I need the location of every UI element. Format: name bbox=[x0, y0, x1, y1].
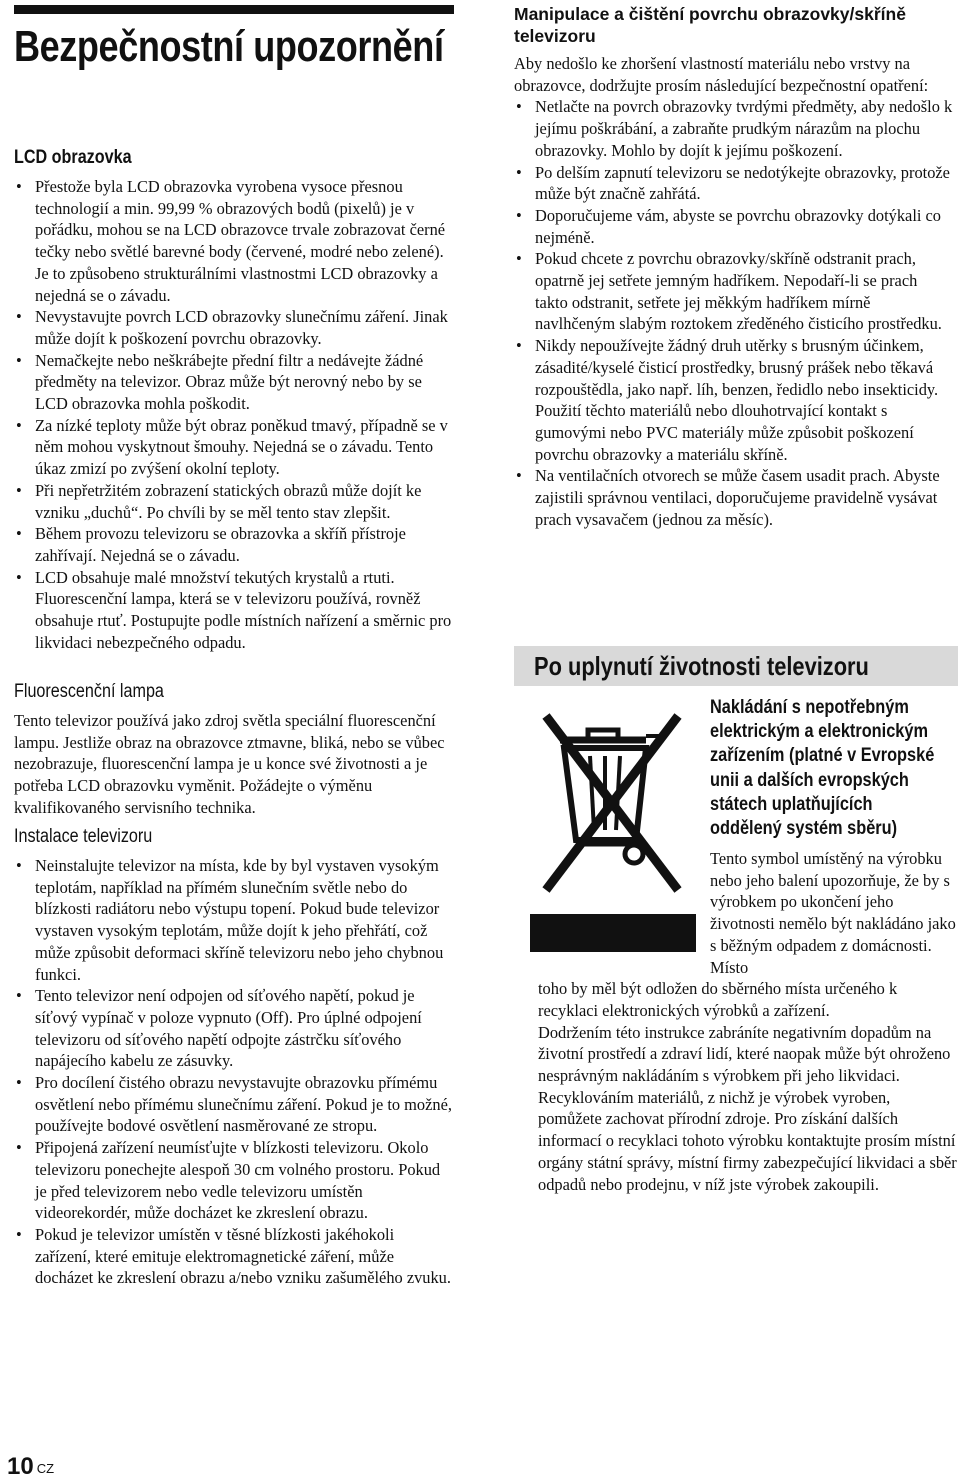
fluorescent-heading: Fluorescenční lampa bbox=[14, 681, 164, 702]
handling-list bbox=[514, 96, 954, 530]
list-item: • Netlačte na povrch obrazovky tvrdými předměty, aby nedošlo k jejímu poškrábání, a zabraňte prudkým nárazům na plochu obrazovky. Mohlo by dojít k jejímu poškození. bbox=[514, 96, 954, 161]
lcd-heading: LCD obrazovka bbox=[14, 147, 132, 168]
list-item: • Neinstalujte televizor na místa, kde by byl vystaven vysokým teplotám, například na přímém slunečním světle nebo do blízkosti radiátoru nebo výstupu topení. Pokud bude televizor vystaven vysokým teplotám, může dojít k jeho přehřátí, což může způsobit deformaci skříně televizoru nebo jeho chybnou funkci. bbox=[14, 855, 454, 985]
list-item: • Nikdy nepoužívejte žádný druh utěrky s brusným účinkem, zásadité/kyselé čisticí prostředky, brusný prášek nebo těkavá rozpouštědla, jako např. líh, benzen, ředidlo nebo insekticidy. Použití těchto materiálů nebo dlouhotrvající kontakt s gumovými nebo PVC materiály může způsobit poškození povrchu obrazovky a materiálu skříně. bbox=[514, 335, 954, 465]
disposal-text-narrow: Tento symbol umístěný na výrobku nebo jeho balení upozorňuje, že by s výrobkem po ukončení jeho životnosti nemělo být nakládáno jako s běžným odpadem z domácnosti. Místo bbox=[710, 849, 956, 977]
list-item: • LCD obsahuje malé množství tekutých krystalů a rtuti. Fluorescenční lampa, která se v televizoru používá, rovněž obsahuje rtuť. Postupujte podle místních nařízení a směrnic pro likvidaci nebezpečného odpadu. bbox=[14, 567, 454, 654]
disposal-text bbox=[538, 848, 958, 1195]
installation-list bbox=[14, 855, 454, 1289]
lcd-list bbox=[14, 176, 454, 653]
disposal-heading-line: oddělený systém sběru) bbox=[710, 818, 898, 840]
list-item: • Po delším zapnutí televizoru se nedotýkejte obrazovky, protože může být značně zahřátá. bbox=[514, 162, 954, 205]
disposal-heading-line: Nakládání s nepotřebným bbox=[710, 697, 909, 718]
end-of-life-title: Po uplynutí životnosti televizoru bbox=[534, 651, 869, 681]
fluorescent-text: Tento televizor používá jako zdroj světla speciální fluorescenční lampu. Jestliže obraz na obrazovce ztmavne, bliká, nebo se vůbec nezobrazuje, fluorescenční lampa je u konce své životnosti a je potřeba LCD obrazovku vyměnit. Požádejte o výměnu kvalifikovaného servisního technika. bbox=[14, 711, 445, 817]
list-item: • Doporučujeme vám, abyste se povrchu obrazovky dotýkali co nejméně. bbox=[514, 205, 954, 248]
disposal-text-rest: Dodržením této instrukce zabráníte negativním dopadům na životní prostředí a zdraví lidí, které naopak může být ohroženo nesprávným nakládáním s výrobkem při jeho likvidaci. Recyklováním materiálů, z nichž je výrobek vyroben, pomůžete zachovat přírodní zdroje. Pro získání dalších informací o recyklaci tohoto výrobku kontaktujte prosím místní orgány státní správy, místní firmy zabezpečující likvidaci a sběr odpadů nebo prodejnu, v níž jste výrobek zakoupili. bbox=[538, 1022, 957, 1194]
list-item: • Během provozu televizoru se obrazovka a skříň přístroje zahřívají. Nejedná se o závadu. bbox=[14, 523, 454, 566]
list-item: • Připojená zařízení neumísťujte v blízkosti televizoru. Okolo televizoru ponechejte alespoň 30 cm volného prostoru. Pokud je před televizorem nebo vedle televizoru umístěn videorekordér, může docházet ke zkreslení obrazu. bbox=[14, 1137, 454, 1224]
handling-section bbox=[514, 53, 954, 530]
disposal-heading bbox=[710, 696, 960, 841]
page-number bbox=[7, 1453, 54, 1481]
title-rule bbox=[14, 5, 454, 14]
list-item: • Pokud chcete z povrchu obrazovky/skříně odstranit prach, opatrně jej setřete jemným hadříkem. Nepodaří-li se prach takto odstranit, setřete jej měkkým hadříkem mírně navlhčeným slabým roztokem zředěného čisticího prostředku. bbox=[514, 248, 954, 335]
disposal-heading-line: zařízením (platné v Evropské bbox=[710, 745, 935, 767]
list-item: • Při nepřetržitém zobrazení statických obrazů může dojít ke vzniku „duchů“. Po chvíli by se měl tento stav zlepšit. bbox=[14, 480, 454, 523]
disposal-heading-line: elektrickým a elektronickým bbox=[710, 721, 929, 743]
handling-intro: Aby nedošlo ke zhoršení vlastností materiálu nebo vrstvy na obrazovce, dodržujte prosím následující bezpečnostní opatření: bbox=[514, 54, 929, 95]
handling-heading: Manipulace a čištění povrchu obrazovky/skříně televizoru bbox=[514, 4, 906, 46]
page-number-value: 10 bbox=[7, 1453, 34, 1480]
page-title: Bezpečnostní upozornění bbox=[14, 22, 444, 71]
list-item: • Pokud je televizor umístěn v těsné blízkosti jakéhokoli zařízení, které emituje elektromagnetické záření, může docházet ke zkreslení obrazu a/nebo vzniku zašumělého zvuku. bbox=[14, 1224, 454, 1289]
disposal-text-wide: toho by měl být odložen do sběrného místa určeného k recyklaci elektronických výrobků a zařízení. bbox=[538, 979, 898, 1020]
list-item: • Na ventilačních otvorech se může časem usadit prach. Abyste zajistili správnou ventilaci, doporučujeme pravidelně vysávat prach vysavačem (jednou za měsíc). bbox=[514, 465, 954, 530]
disposal-heading-line: státech uplatňujících bbox=[710, 793, 873, 815]
list-item: • Tento televizor není odpojen od síťového napětí, pokud je síťový vypínač v poloze vypnuto (Off). Pro úplné odpojení televizoru od síťového napětí odpojte zástrčku síťového napájecího kabelu ze zásuvky. bbox=[14, 985, 454, 1072]
list-item: • Přestože byla LCD obrazovka vyrobena vysoce přesnou technologií a min. 99,99 % obrazových bodů (pixelů) je v pořádku, mohou se na LCD obrazovce trvale zobrazovat černé tečky nebo světlé barevné body (červené, modré nebo zelené). Je to způsobeno strukturálními vlastnostmi LCD obrazovky a nejedná se o závadu. bbox=[14, 176, 454, 306]
list-item: • Nemačkejte nebo neškrábejte přední filtr a nedávejte žádné předměty na televizor. Obraz může být nerovný nebo by se LCD obrazovka mohla poškodit. bbox=[14, 350, 454, 415]
disposal-heading-line: unii a dalších evropských bbox=[710, 769, 909, 791]
list-item: • Nevystavujte povrch LCD obrazovky slunečnímu záření. Jinak může dojít k poškození povrchu obrazovky. bbox=[14, 306, 454, 349]
list-item: • Za nízké teploty může být obraz poněkud tmavý, případně se v něm mohou vyskytnout šmouhy. Nejedná se o závadu. Tento úkaz zmizí po zvýšení okolní teploty. bbox=[14, 415, 454, 480]
language-code: CZ bbox=[36, 1461, 55, 1476]
installation-heading: Instalace televizoru bbox=[14, 826, 153, 847]
list-item: • Pro docílení čistého obrazu nevystavujte obrazovku přímému osvětlení nebo přímému slunečnímu záření. Pokud je to možné, používejte bodové osvětlení nasměrované ze stropu. bbox=[14, 1072, 454, 1137]
